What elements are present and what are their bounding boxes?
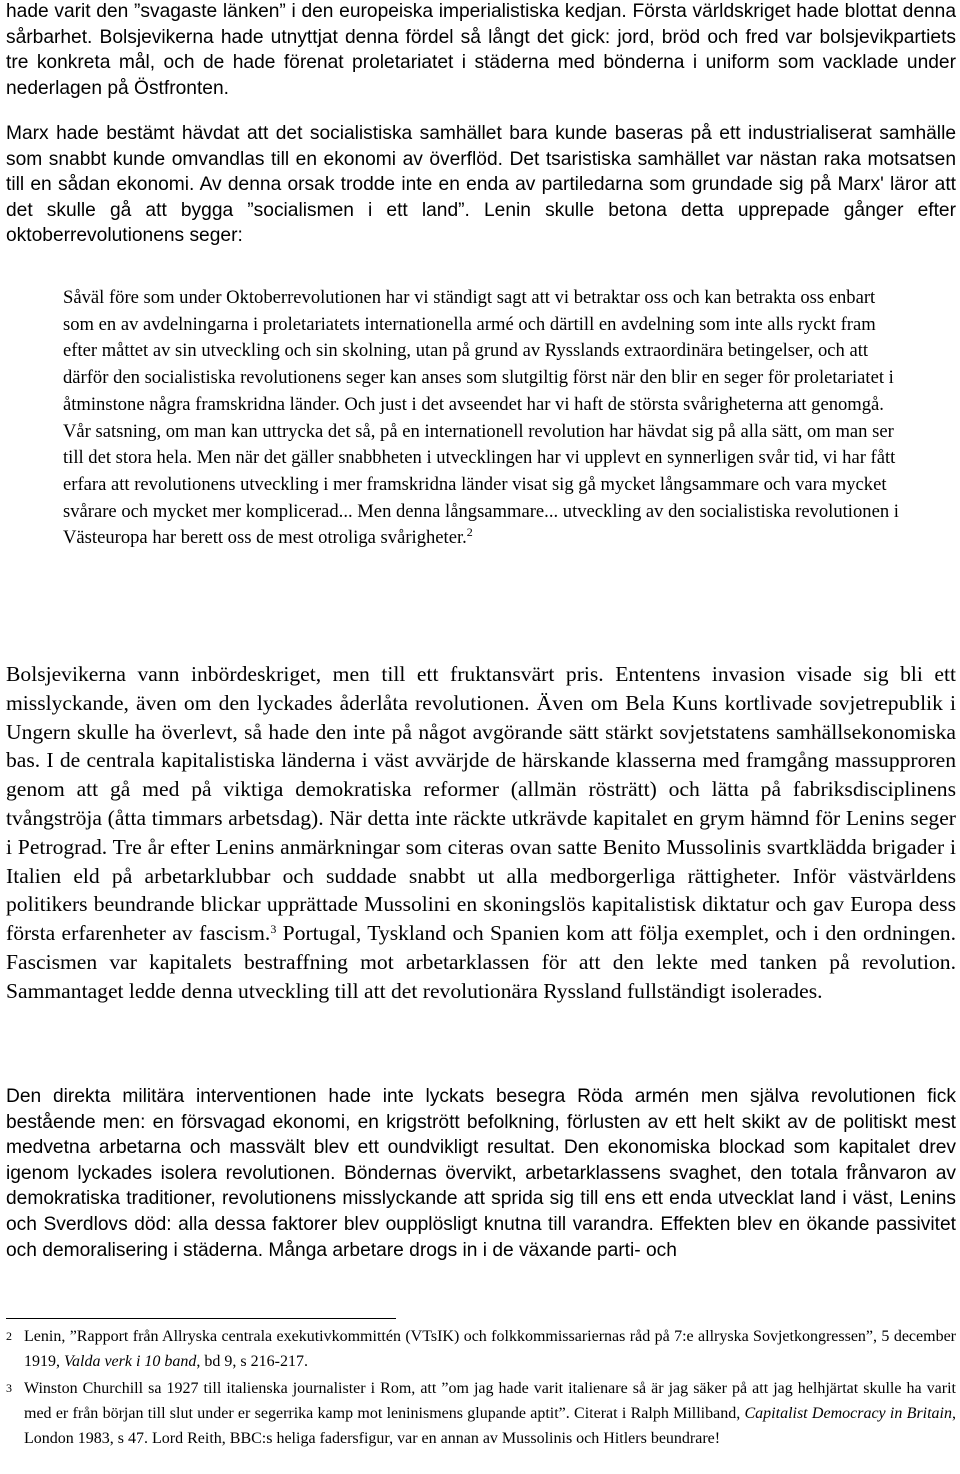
footnote-text-end: , London 1983, s 47. Lord Reith, BBC:s heliga fadersfigur, var en annan av Mussolinis och Hitlers beundrare!	[24, 1405, 957, 1447]
footnotes	[6, 1324, 956, 1453]
block-quote-lenin	[63, 285, 901, 552]
footnote-number: 2	[6, 1329, 12, 1343]
footnote-number: 3	[6, 1381, 12, 1395]
footnote-text: Winston Churchill sa 1927 till italienska journalister i Rom, att ”om jag hade varit italienare så är jag säker på att jag helhjärtat skulle ha varit med er från början till slut under er segerrika kamp mot leninismens glupande aptit”. Citerat i Ralph Milliband,	[24, 1380, 956, 1422]
paragraph-civil-war-part-1: Bolsjevikerna vann inbördeskriget, men till ett fruktansvärt pris. Ententens invasion visade sig bli ett misslyckande, även om den lyckades åderlåta revolutionen. Även om Bela Kuns kortlivade sovjetrepublik i Ungern skulle ha överlevt, så hade den inte på något avgörande sätt stärkt sovjetstatens samhällsekonomiska bas. I de centrala kapitalistiska länderna i väst avvärjde de härskande klasserna med framgång massupproren genom att gå med på viktiga demokratiska reformer (allmän rösträtt) och lätta på fabriksdisciplinens tvångströja (åtta timmars arbetsdag). När detta inte räckte utkrävde kapitalet en grym hämnd för Lenins seger i Petrograd. Tre år efter Lenins anmärkningar som citeras ovan satte Benito Mussolinis svartklädda brigader i Italien eld på arbetarklubbar och suddade snabbt ut alla medborgerliga rättigheter. Inför västvärldens politikers beundrande blickar upprättade Mussolini en skoningslös kapitalistisk diktatur och gav Europa dess första erfarenheter av fascism.	[6, 662, 956, 946]
footnote-ref-3[interactable]: 3	[270, 922, 277, 937]
paragraph-intro: hade varit den ”svagaste länken” i den europeiska imperialistiska kedjan. Första världskriget hade blottat denna sårbarhet. Bolsjevikerna hade utnyttjat denna fördel så långt det gick: jord, bröd och fred var bolsjevikpartiets tre konkreta mål, och de hade förenat proletariatet i städerna med bönderna i uniform som vacklade under nederlagen på Östfronten.	[6, 1, 956, 99]
footnote-3	[6, 1376, 956, 1451]
quote-text: Såväl före som under Oktoberrevolutionen har vi ständigt sagt att vi betraktar oss och kan betrakta oss enbart som en av avdelningarna i proletariatets internationella armé och därtill en avdelning som inte alls ryckt fram efter måttet av sin utveckling och sin skolning, utan på grund av Rysslands extraordinära betingelser, och att därför den socialistiska revolutionens seger kan anses som slutgiltig först när den blir en seger för proletariatet i åtminstone några framskridna länder. Och just i det avseendet har vi haft de största svårigheterna att genomgå. Vår satsning, om man kan uttrycka det så, på en internationell revolution har hävdat sig på alla sätt, om man ser till det stora hela. Men när det gäller snabbheten i utvecklingen har vi upplevt en synnerligen svår tid, vi har fått erfara att revolutionens utveckling i mer framskridna länder visat sig gå mycket långsammare och vara mycket svårare och mycket mer komplicerad... Men denna långsammare... utveckling av den socialistiska revolutionen i Västeuropa har berett oss de mest otroliga svårigheter.	[63, 287, 899, 549]
footnote-title-italic: Valda verk i 10 band	[64, 1353, 197, 1370]
paragraph-marx: Marx hade bestämt hävdat att det socialistiska samhället bara kunde baseras på ett industrialiserat samhälle som snabbt kunde omvandlas till en ekonomi av överflöd. Det tsaristiska samhället var nästan raka motsatsen till en sådan ekonomi. Av denna orsak trodde inte en enda av partiledarna som grundade sig på Marx' läror att det skulle gå att bygga ”socialismen i ett land”. Lenin skulle betona detta upprepade gånger efter oktoberrevolutionens seger:	[6, 123, 956, 247]
footnote-ref-2[interactable]: 2	[466, 525, 473, 540]
footnote-text: Lenin, ”Rapport från Allryska centrala exekutivkommittén (VTsIK) och folkkommissariernas råd på 7:e allryska Sovjetkongressen”, 5 december 1919,	[24, 1328, 956, 1370]
paragraph-civil-war-part-2: Portugal, Tyskland och Spanien kom att följa exemplet, och i den ordningen. Fascismen var kapitalets bestraffning mot arbetarklassen för att den lekte med tanken på revolution. Sammantaget ledde denna utveckling till att det revolutionära Ryssland fullständigt isolerades.	[6, 921, 956, 1003]
footnote-title-italic: Capitalist Democracy in Britain	[744, 1405, 953, 1422]
footnote-divider	[6, 1318, 396, 1319]
paragraph-civil-war	[6, 660, 956, 1006]
paragraph-intervention: Den direkta militära interventionen hade inte lyckats besegra Röda armén men själva revolutionen fick bestående men: en försvagad ekonomi, en krigstrött befolkning, förlusten av ett helt skikt av de politiskt mest medvetna arbetarna och massvält blev ett oundvikligt resultat. Den ekonomiska blockad som kapitalet drev igenom lyckades isolera revolutionen. Böndernas övervikt, arbetarklassens svaghet, den totala frånvaron av demokratiska traditioner, revolutionens misslyckande att sprida sig till ens ett enda utvecklat land i väst, Lenins och Sverdlovs död: alla dessa faktorer blev oupplösligt knutna till varandra. Effekten blev en ökande passivitet och demoralisering i städerna. Många arbetare drogs in i de växande parti- och	[6, 1086, 956, 1261]
footnote-2	[6, 1324, 956, 1374]
footnote-text-end: , bd 9, s 216-217.	[196, 1353, 308, 1370]
